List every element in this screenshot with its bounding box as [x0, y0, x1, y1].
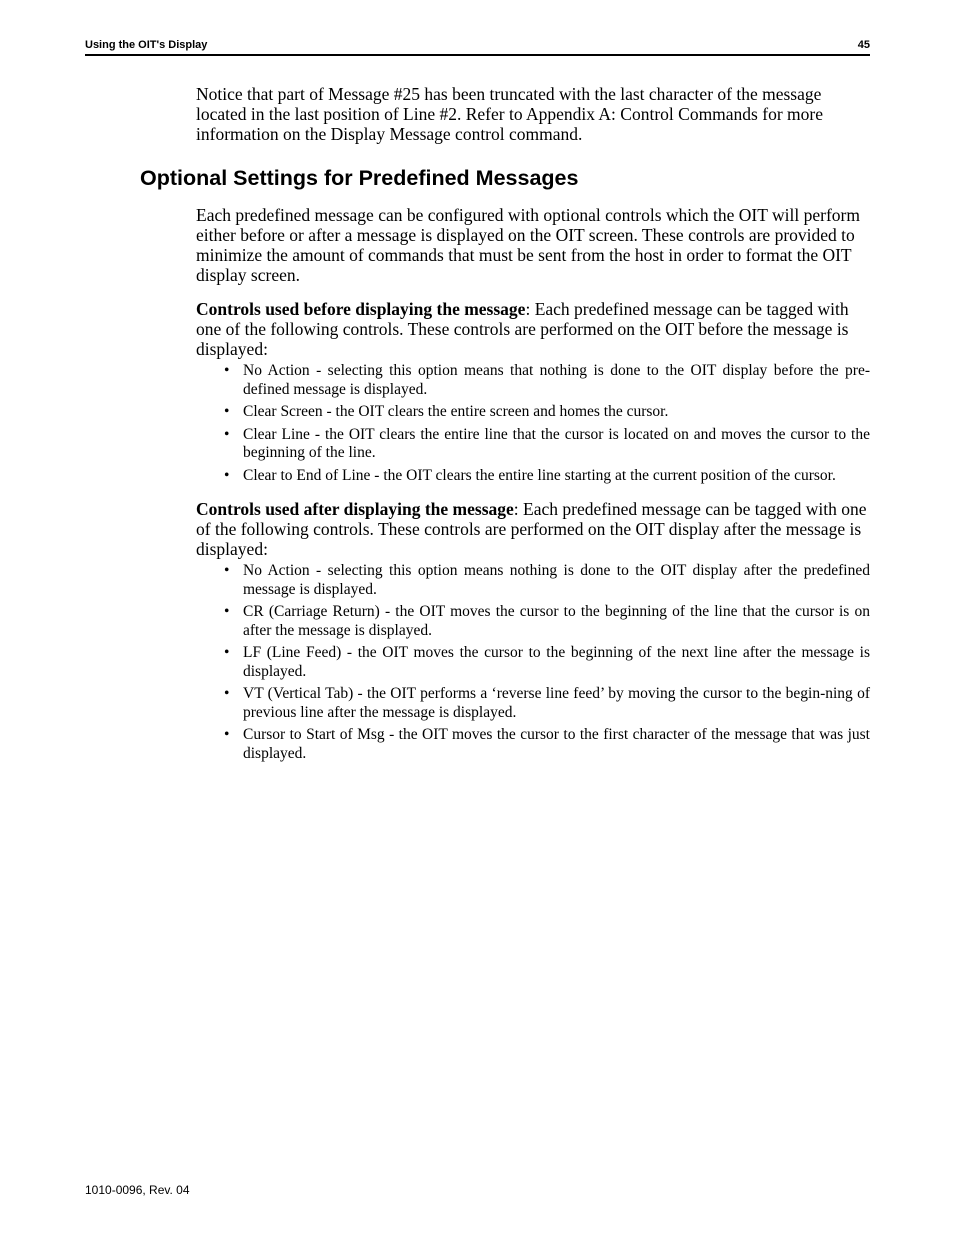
- list-item: • Clear to End of Line - the OIT clears the entire line starting at the current position of the cursor.: [224, 466, 836, 484]
- bullet-icon: •: [224, 603, 230, 620]
- bullet-icon: •: [224, 403, 230, 420]
- bullet-icon: •: [224, 362, 230, 379]
- before-controls-label: Controls used before displaying the message: [196, 299, 526, 319]
- bullet-icon: •: [224, 685, 230, 702]
- bullet-icon: •: [224, 726, 230, 743]
- list-item: • LF (Line Feed) - the OIT moves the cursor to the beginning of the next line after the message is displayed.: [224, 644, 870, 680]
- after-controls-text: : Each predefined message can be tagged with one of the following controls. These controls are performed on the OIT display after the message is displayed:: [196, 499, 867, 559]
- after-controls-paragraph: [196, 499, 870, 559]
- section-paragraph: Each predefined message can be configured with optional controls which the OIT will perform either before or after a message is displayed on the OIT screen. These controls are provided to minimize the amount of commands that must be sent from the host in order to format the OIT display screen.: [196, 205, 860, 285]
- page-number: 45: [857, 39, 870, 51]
- intro-paragraph: Notice that part of Message #25 has been truncated with the last character of the message located in the last position of Line #2. Refer to Appendix A: Control Commands for more information on the Display Message control command.: [196, 84, 823, 144]
- bullet-icon: •: [224, 562, 230, 579]
- before-controls-list: [196, 362, 870, 485]
- section-heading: Optional Settings for Predefined Messages: [140, 166, 579, 190]
- list-item: • No Action - selecting this option means nothing is done to the OIT display after the predefined message is displayed.: [224, 562, 870, 598]
- intro-block: [196, 84, 870, 158]
- chapter-title: Using the OIT's Display: [85, 39, 208, 51]
- page-header: [85, 38, 870, 56]
- list-item: • Cursor to Start of Msg - the OIT moves the cursor to the first character of the message that was just displayed.: [224, 726, 870, 762]
- section-body: [196, 205, 870, 777]
- list-item: • Clear Line - the OIT clears the entire line that the cursor is located on and moves the cursor to the beginning of the line.: [224, 425, 870, 461]
- page-footer: 1010-0096, Rev. 04: [85, 1183, 190, 1197]
- list-item: • CR (Carriage Return) - the OIT moves the cursor to the beginning of the line that the cursor is on after the message is displayed.: [224, 603, 870, 639]
- bullet-icon: •: [224, 466, 230, 484]
- before-controls-paragraph: [196, 299, 870, 359]
- list-item: • Clear Screen - the OIT clears the entire screen and homes the cursor.: [224, 403, 669, 420]
- before-controls-text: : Each predefined message can be tagged with one of the following controls. These controls are performed on the OIT before the message is displayed:: [196, 299, 849, 359]
- after-controls-label: Controls used after displaying the message: [196, 499, 514, 519]
- bullet-icon: •: [224, 425, 230, 443]
- bullet-icon: •: [224, 644, 230, 661]
- list-item: • VT (Vertical Tab) - the OIT performs a ‘reverse line feed’ by moving the cursor to the begin-ning of previous line after the message is displayed.: [224, 685, 870, 721]
- after-controls-list: [196, 562, 870, 763]
- list-item: • No Action - selecting this option means that nothing is done to the OIT display before the pre-defined message is displayed.: [224, 362, 870, 398]
